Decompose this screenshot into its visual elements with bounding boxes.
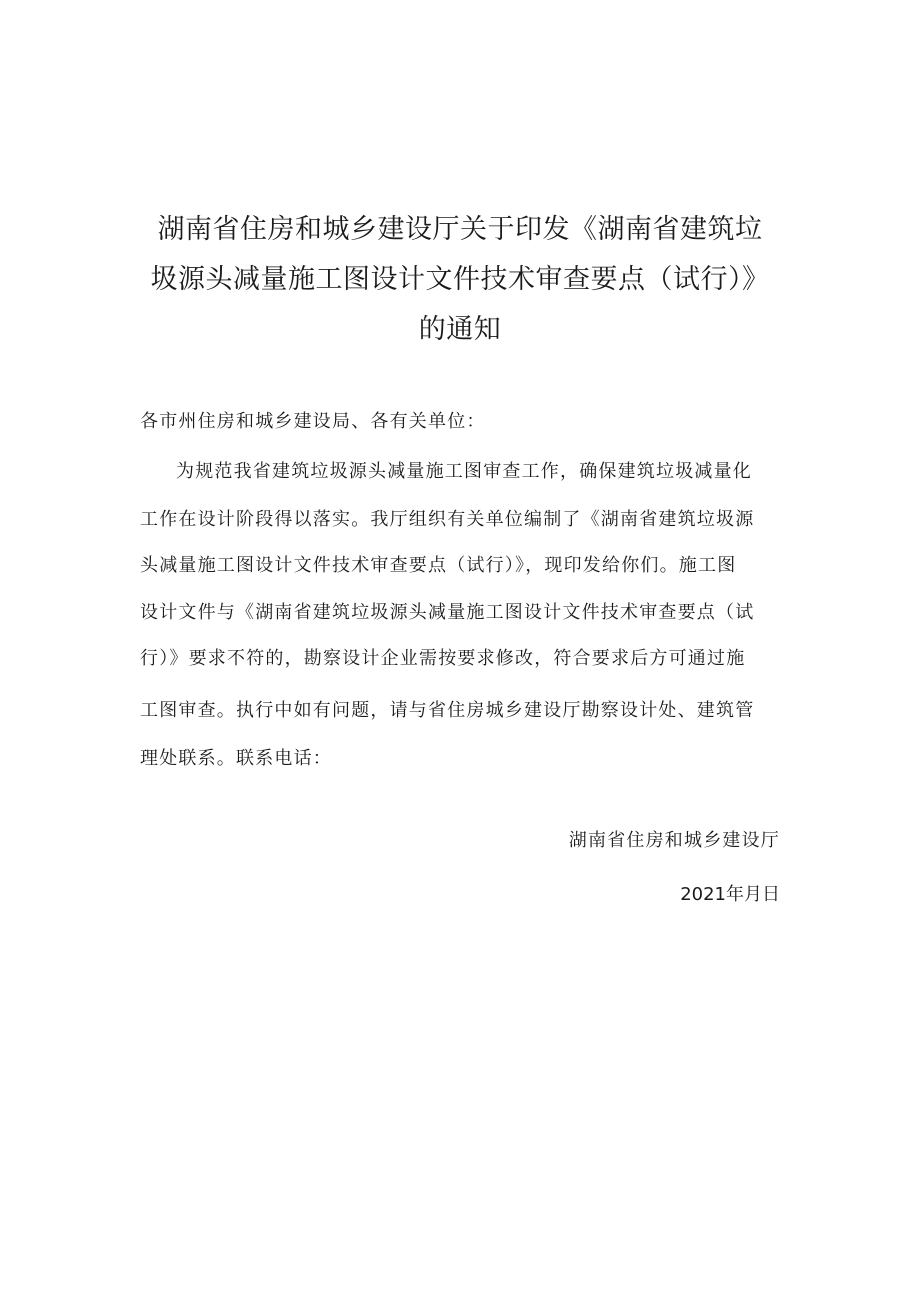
salutation: 各市州住房和城乡建设局、各有关单位： — [140, 411, 486, 432]
signature-date: 2021年月日 — [680, 884, 780, 905]
document-title-line-1: 湖南省住房和城乡建设厅关于印发《湖南省建筑垃 — [157, 214, 763, 245]
body-line: 工图审查。执行中如有问题，请与省住房城乡建设厅勘察设计处、建筑管 — [140, 700, 755, 721]
body-line: 行）》要求不符的，勘察设计企业需按要求修改，符合要求后方可通过施 — [140, 648, 746, 669]
document-title-line-3: 的通知 — [418, 314, 502, 345]
body-line: 头减量施工图设计文件技术审查要点（试行）》，现印发给你们。施工图 — [140, 555, 737, 576]
body-line: 为规范我省建筑垃圾源头减量施工图审查工作，确保建筑垃圾减量化 — [176, 461, 752, 482]
document-title-line-2: 圾源头减量施工图设计文件技术审查要点（试行）》 — [150, 264, 770, 295]
body-line: 理处联系。联系电话： — [140, 748, 332, 769]
body-line: 工作在设计阶段得以落实。我厅组织有关单位编制了《湖南省建筑垃圾源 — [140, 509, 755, 530]
signature-organization: 湖南省住房和城乡建设厅 — [568, 830, 780, 851]
body-line: 设计文件与《湖南省建筑垃圾源头减量施工图设计文件技术审查要点（试 — [140, 602, 755, 623]
